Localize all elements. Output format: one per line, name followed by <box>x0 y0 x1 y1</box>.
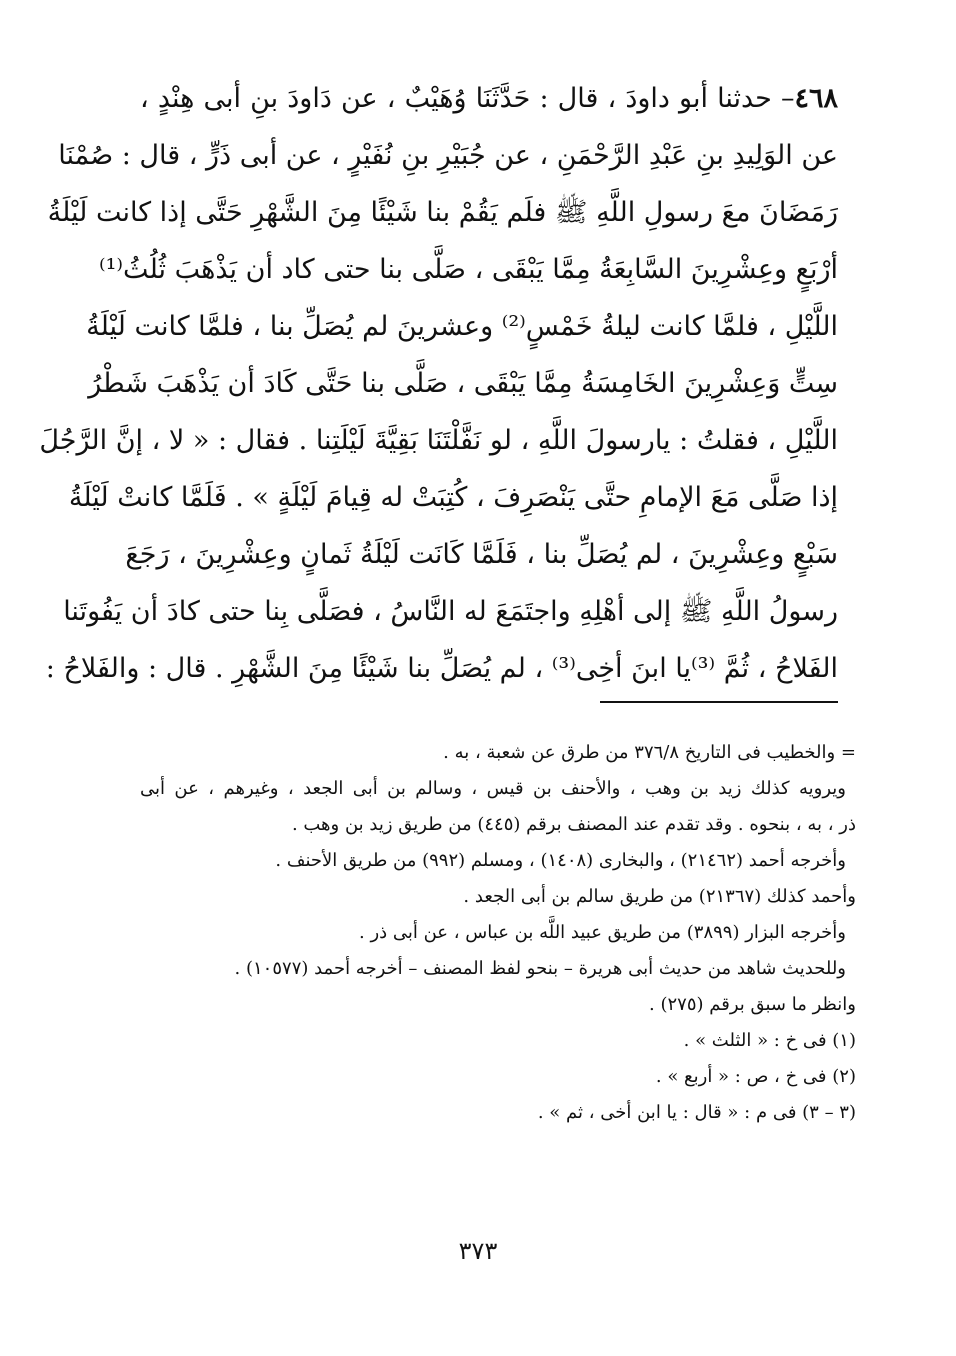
footnote-line: (٣ – ٣) فى م : « قال : يا ابن أخى ، ثم » . <box>537 1102 856 1123</box>
footnote-line: (٢) فى خ ، ص : « أربع » . <box>655 1066 856 1087</box>
footnote-line: ذر ، به ، بنحوه . وقد تقدم عند المصنف برقم (٤٤٥) من طريق زيد بن وهب . <box>291 814 856 835</box>
hadith-line: اللَّيْلِ ، فقلتُ : يارسولَ اللَّهِ ، لو نَفَّلْتَنَا بَقِيَّةَ لَيْلَتِنا . فقال : « لا ، إنَّ الرَّجُلَ <box>39 425 838 456</box>
hadith-line: عن الوَلِيدِ بنِ عَبْدِ الرَّحْمَنِ ، عن جُبَيْرِ بنِ نُفَيْرٍ ، عن أبى ذَرٍّ ، قال : صُمْنَا <box>58 140 838 171</box>
hadith-line: إذا صَلَّى مَعَ الإمامِ حتَّى يَنْصَرِفَ ، كُتِبَتْ له قِيامَ لَيْلَةٍ » . فَلَمَّا كانتْ لَيْلَةُ <box>68 482 838 513</box>
hadith-number: ٤٦٨ <box>794 83 838 114</box>
footnote-line: وأحمد كذلك (٢١٣٦٧) من طريق سالم بن أبى الجعد . <box>463 886 856 907</box>
footnote-line: وللحديث شاهد من حديث أبى هريرة – بنحو لفظ المصنف – أخرجه أحمد (١٠٥٧٧) . <box>234 958 846 979</box>
page-number: ٣٧٣ <box>458 1237 498 1265</box>
hadith-line: رسولُ اللَّهِ ﷺ إلى أهْلِهِ واجتَمَعَ له النَّاسُ ، فصَلَّى بِنا حتى كادَ أن يَفُوتَنا <box>63 596 838 627</box>
footnote-line: ويرويه كذلك زيد بن وهب ، والأحنف بن قيس ، وسالم بن أبى الجعد ، وغيرهم ، عن أبى <box>140 778 846 799</box>
hadith-line: سَبْعٍ وعِشْرِينَ ، لم يُصَلِّ بنا ، فَلَمَّا كَانَت لَيْلَةُ ثَمانٍ وعِشْرِينَ ، رَجَعَ <box>125 539 838 570</box>
footnote-line: = والخطيب فى التاريخ ٣٧٦/٨ من طرق عن شعبة ، به . <box>443 742 856 763</box>
hadith-line <box>140 70 838 127</box>
hadith-line: اللَّيْلِ ، فلمَّا كانت ليلةُ خَمْسٍ⁽²⁾ وعشرينَ لم يُصَلِّ بنا ، فلمَّا كانت لَيْلَةُ <box>86 311 838 342</box>
hadith-text <box>39 70 838 697</box>
hadith-line: سِتٍّ وَعِشْرِينَ الخَامِسَةُ مِمَّا يَبْقَى ، صَلَّى بنا حَتَّى كَادَ أن يَذْهَبَ شَطْرُ <box>88 368 838 399</box>
hadith-line: رَمَضَانَ معَ رسولِ اللَّهِ ﷺ فلَم يَقُمْ بنا شَيْئًا مِنَ الشَّهْرِ حَتَّى إذا كانت لَيْلَةُ <box>47 197 838 228</box>
footnote-line: وأخرجه البزار (٣٨٩٩) من طريق عبيد اللَّه بن عباس ، عن أبى ذر . <box>359 922 846 943</box>
hadith-line: أرْبَعٍ وعِشْرِينَ السَّابِعَةُ مِمَّا يَبْقَى ، صَلَّى بنا حتى كاد أن يَذْهَبَ ثُلُثُ⁽¹⁾ <box>98 254 838 285</box>
footnotes <box>140 735 856 1131</box>
footnote-line: وانظر ما سبق برقم (٢٧٥) . <box>649 994 856 1015</box>
hadith-opening: – حدثنا أبو داودَ ، قال : حَدَّثَنَا وُهَيْبٌ ، عن دَاودَ بنِ أبى هِنْدٍ ، <box>140 83 795 114</box>
footnote-line: (١) فى خ : « الثلث » . <box>683 1030 856 1051</box>
footnote-line: وأخرجه أحمد (٢١٤٦٢) ، والبخارى (١٤٠٨) ، ومسلم (٩٩٢) من طريق الأحنف . <box>275 850 846 871</box>
hadith-line: الفَلاحُ ، ثُمَّ ⁽³⁾يا ابنَ أخِى⁽³⁾ ، لم يُصَلِّ بنا شَيْئًا مِنَ الشَّهْرِ . قال : والفَلاحُ : <box>45 653 838 684</box>
footnote-divider <box>600 701 838 703</box>
